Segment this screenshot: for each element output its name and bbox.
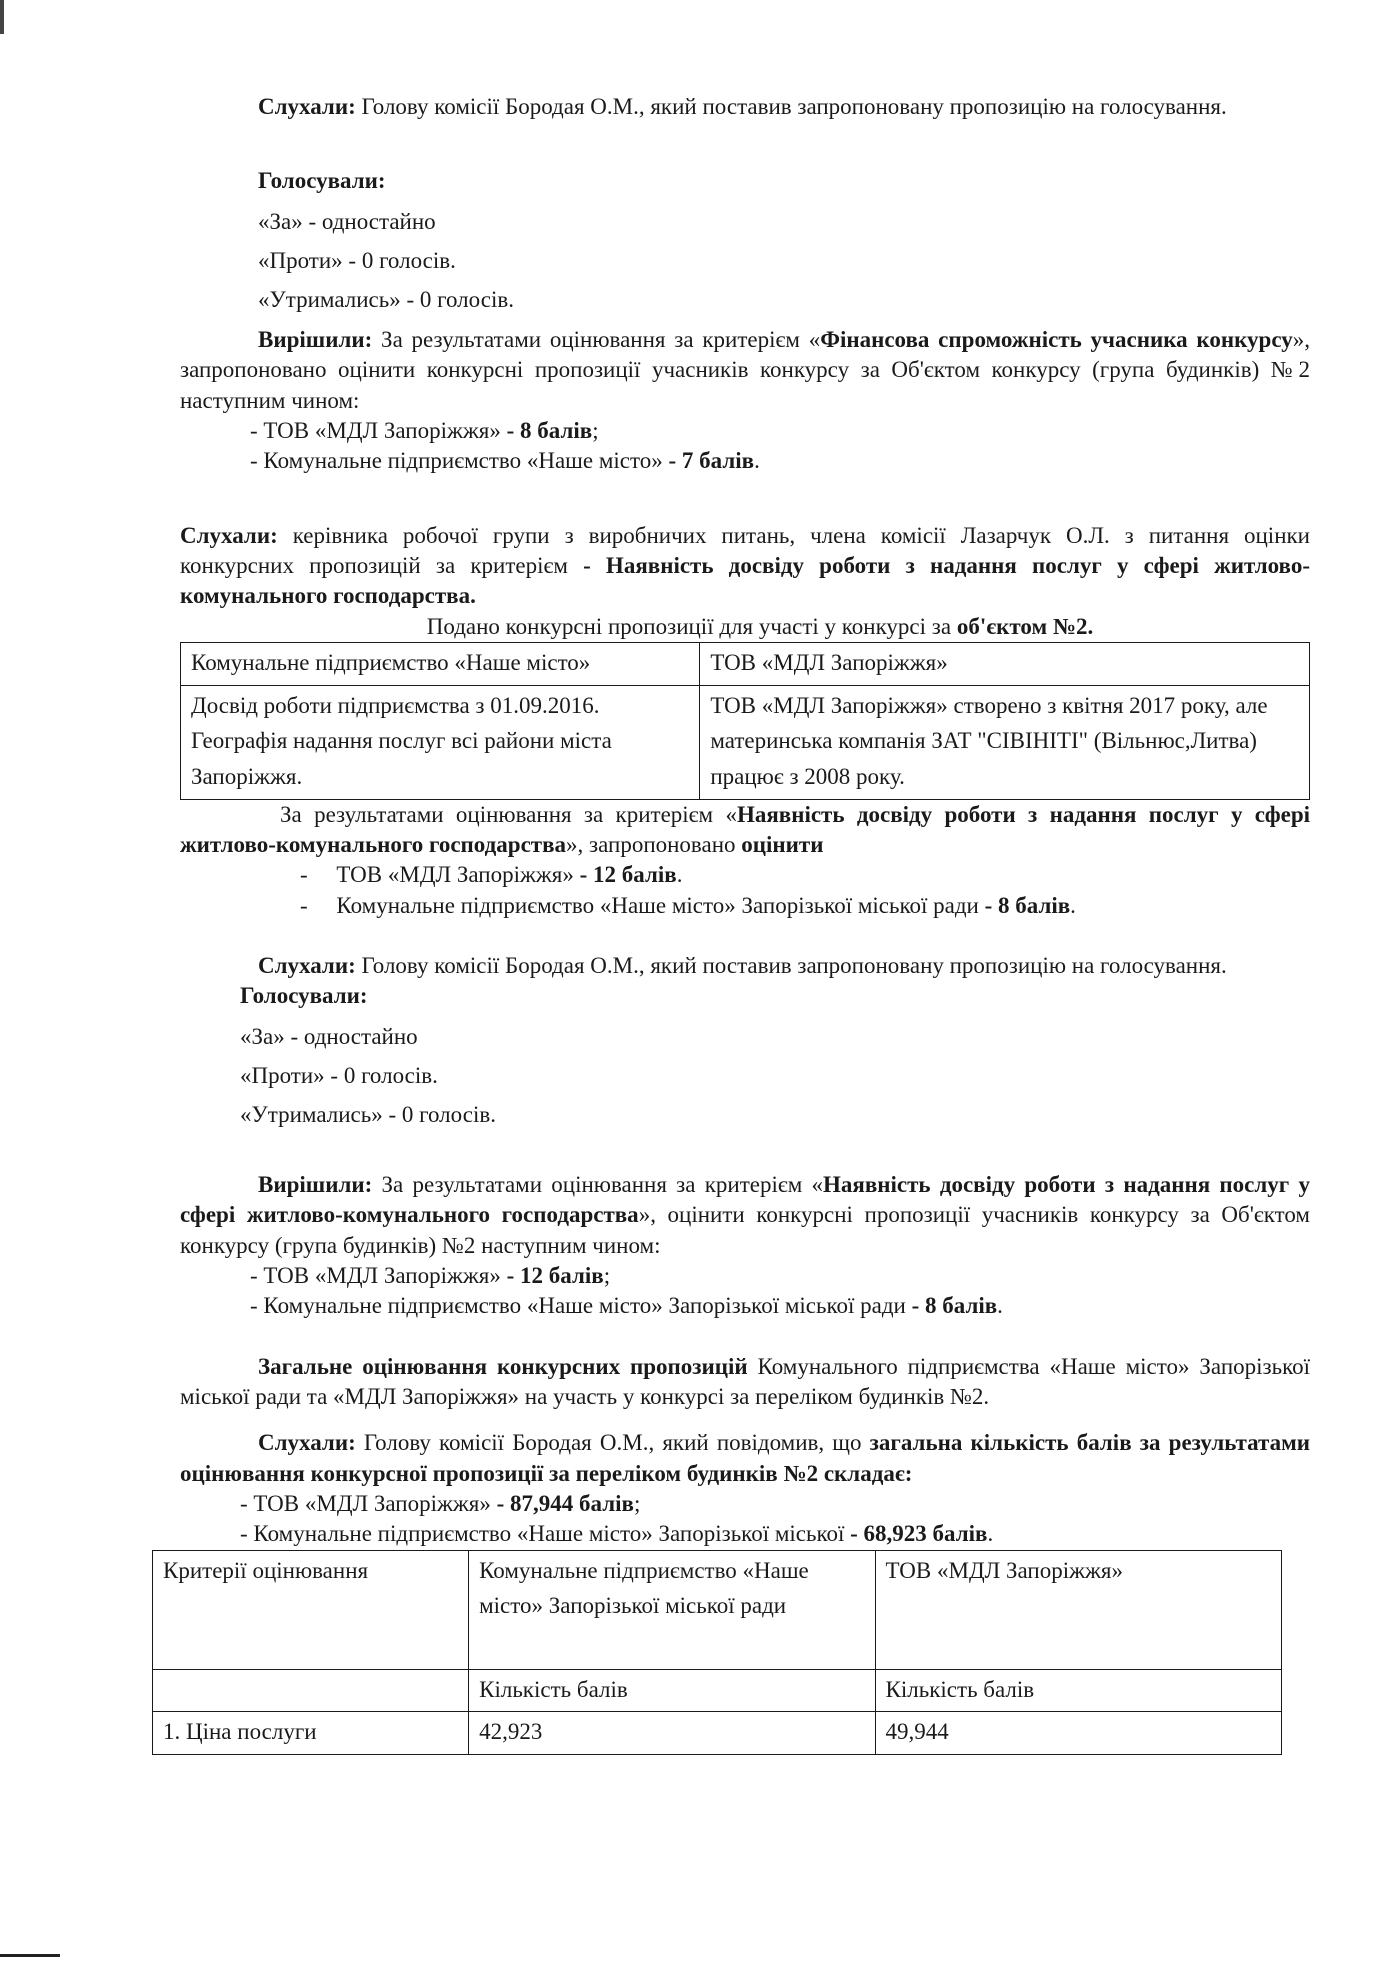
list-item: - ТОВ «МДЛ Запоріжжя» - 12 балів; [250, 1261, 1310, 1291]
heard-paragraph-3: Слухали: Голову комісії Бородая О.М., який поставив запропоновану пропозицію на голосування. [258, 953, 1227, 979]
vote-for: «За» - одностайно [240, 1023, 418, 1049]
heard-paragraph-2: Слухали: керівника робочої групи з виробничих питань, члена комісії Лазарчук О.Л. з питання оцінки конкурсних пропозицій за критерієм - Наявність досвіду роботи з надання послуг у сфері житлово-комунального господарства. [180, 522, 1310, 609]
vote-against: «Проти» - 0 голосів. [258, 248, 456, 274]
vote-block-2 [180, 981, 1310, 1130]
decided-label: Вирішили: [258, 1171, 373, 1197]
voted-heading: Голосували: [240, 983, 368, 1009]
table-cell: Досвід роботи підприємства з 01.09.2016. Географія надання послуг всі райони міста Запоріжжя. [181, 685, 700, 799]
list-item: - Комунальне підприємство «Наше місто» Запорізької міської ради - 8 балів. [250, 1291, 1310, 1321]
criterion-name: - Наявність досвіду роботи з надання послуг у сфері житлово-комунального господарства. [180, 552, 1310, 609]
table-header-cell: Комунальне підприємство «Наше місто» [181, 643, 700, 686]
table-header-cell: Критерії оцінювання [153, 1550, 469, 1669]
decision-2-score-list [180, 1261, 1310, 1322]
table-header-cell: Комунальне підприємство «Наше місто» Запорізької міської ради [469, 1550, 875, 1669]
table-header-cell: ТОВ «МДЛ Запоріжжя» [700, 643, 1310, 686]
proposals-table [180, 642, 1310, 800]
list-item: - ТОВ «МДЛ Запоріжжя» - 8 балів; [250, 416, 1310, 446]
list-item: - Комунальне підприємство «Наше місто» - 7 балів. [250, 446, 1310, 476]
result-paragraph-2: За результатами оцінювання за критерієм «Наявність досвіду роботи з надання послуг у сфері житлово-комунального господарства», запропоновано оцінити [180, 801, 1310, 857]
list-item: - Комунальне підприємство «Наше місто» Запорізької міської ради - 8 балів. [300, 891, 1310, 921]
criterion-name: Наявність досвіду роботи з надання послуг у сфері житлово-комунального господарства [180, 1171, 1310, 1228]
table-cell: ТОВ «МДЛ Запоріжжя» створено з квітня 2017 року, але материнська компанія ЗАТ "СІВІНІТІ" (Вільнюс,Литва) працює з 2008 року. [700, 685, 1310, 799]
vote-abstain: «Утримались» - 0 голосів. [240, 1102, 496, 1128]
decision-paragraph-2: Вирішили: За результатами оцінювання за критерієм «Наявність досвіду роботи з надання послуг у сфері житлово-комунального господарства», оцінити конкурсні пропозиції учасників конкурсу за Об'єктом конкурсу (група будинків) №2 наступним чином: [180, 1171, 1310, 1258]
heard-paragraph-4: Слухали: Голову комісії Бородая О.М., який повідомив, що загальна кількість балів за результатами оцінювання конкурсної пропозиції за переліком будинків №2 складає: [180, 1430, 1311, 1486]
document-page [163, 92, 1311, 1755]
submitted-caption: Подано конкурсні пропозиції для участі у конкурсі за об'єктом №2. [426, 613, 1094, 639]
table-cell: 1. Ціна послуги [153, 1712, 469, 1755]
table-cell: 42,923 [469, 1712, 875, 1755]
decision-1-score-list [180, 416, 1310, 477]
table-row [153, 1550, 1282, 1669]
table-cell: Кількість балів [875, 1669, 1281, 1712]
heard-label: Слухали: [180, 522, 278, 548]
heard-label: Слухали: [258, 953, 356, 979]
list-item: - ТОВ «МДЛ Запоріжжя» - 87,944 балів; [240, 1489, 1310, 1519]
result-2-score-list [180, 860, 1310, 921]
heard-text: Голову комісії Бородая О.М., який поставив запропоновану пропозицію на голосування. [355, 94, 1227, 119]
decision-paragraph-1: Вирішили: За результатами оцінювання за критерієм «Фінансова спроможність учасника конкурсу», запропоновано оцінити конкурсні пропозиції учасників конкурсу за Об'єктом конкурсу (група будинків) №2 наступним чином: [180, 326, 1310, 413]
total-score-list [180, 1489, 1310, 1550]
table-row [181, 643, 1310, 686]
criterion-name: Наявність досвіду роботи з надання послуг у сфері житлово-комунального господарства [180, 801, 1310, 857]
table-cell [153, 1669, 469, 1712]
table-row [181, 685, 1310, 799]
heard-label: Слухали: [258, 1430, 356, 1456]
overall-evaluation-paragraph: Загальне оцінювання конкурсних пропозицій Комунального підприємства «Наше місто» Запорізької міської ради та «МДЛ Запоріжжя» на участь у конкурсі за переліком будинків №2. [180, 1353, 1311, 1409]
table-cell: Кількість балів [469, 1669, 875, 1712]
scan-bottom-mark [0, 1954, 60, 1957]
overall-heading: Загальне оцінювання конкурсних пропозицій [258, 1353, 748, 1379]
table-header-cell: ТОВ «МДЛ Запоріжжя» [875, 1550, 1281, 1669]
vote-block-1 [180, 166, 1310, 315]
heard-label: Слухали: [258, 94, 356, 119]
scores-table [152, 1550, 1282, 1755]
table-row [153, 1712, 1282, 1755]
vote-abstain: «Утримались» - 0 голосів. [258, 287, 514, 313]
scan-edge-mark [0, 0, 4, 34]
list-item: - ТОВ «МДЛ Запоріжжя» - 12 балів. [300, 860, 1310, 890]
table-cell: 49,944 [875, 1712, 1281, 1755]
criterion-name: Фінансова спроможність учасника конкурсу [820, 326, 1293, 352]
vote-for: «За» - одностайно [258, 208, 436, 234]
vote-against: «Проти» - 0 голосів. [240, 1063, 438, 1089]
list-item: - Комунальне підприємство «Наше місто» Запорізької міської - 68,923 балів. [240, 1519, 1310, 1549]
table-row [153, 1669, 1282, 1712]
heard-paragraph-1 [180, 92, 1310, 122]
decided-label: Вирішили: [258, 326, 373, 352]
voted-heading: Голосували: [258, 168, 386, 194]
